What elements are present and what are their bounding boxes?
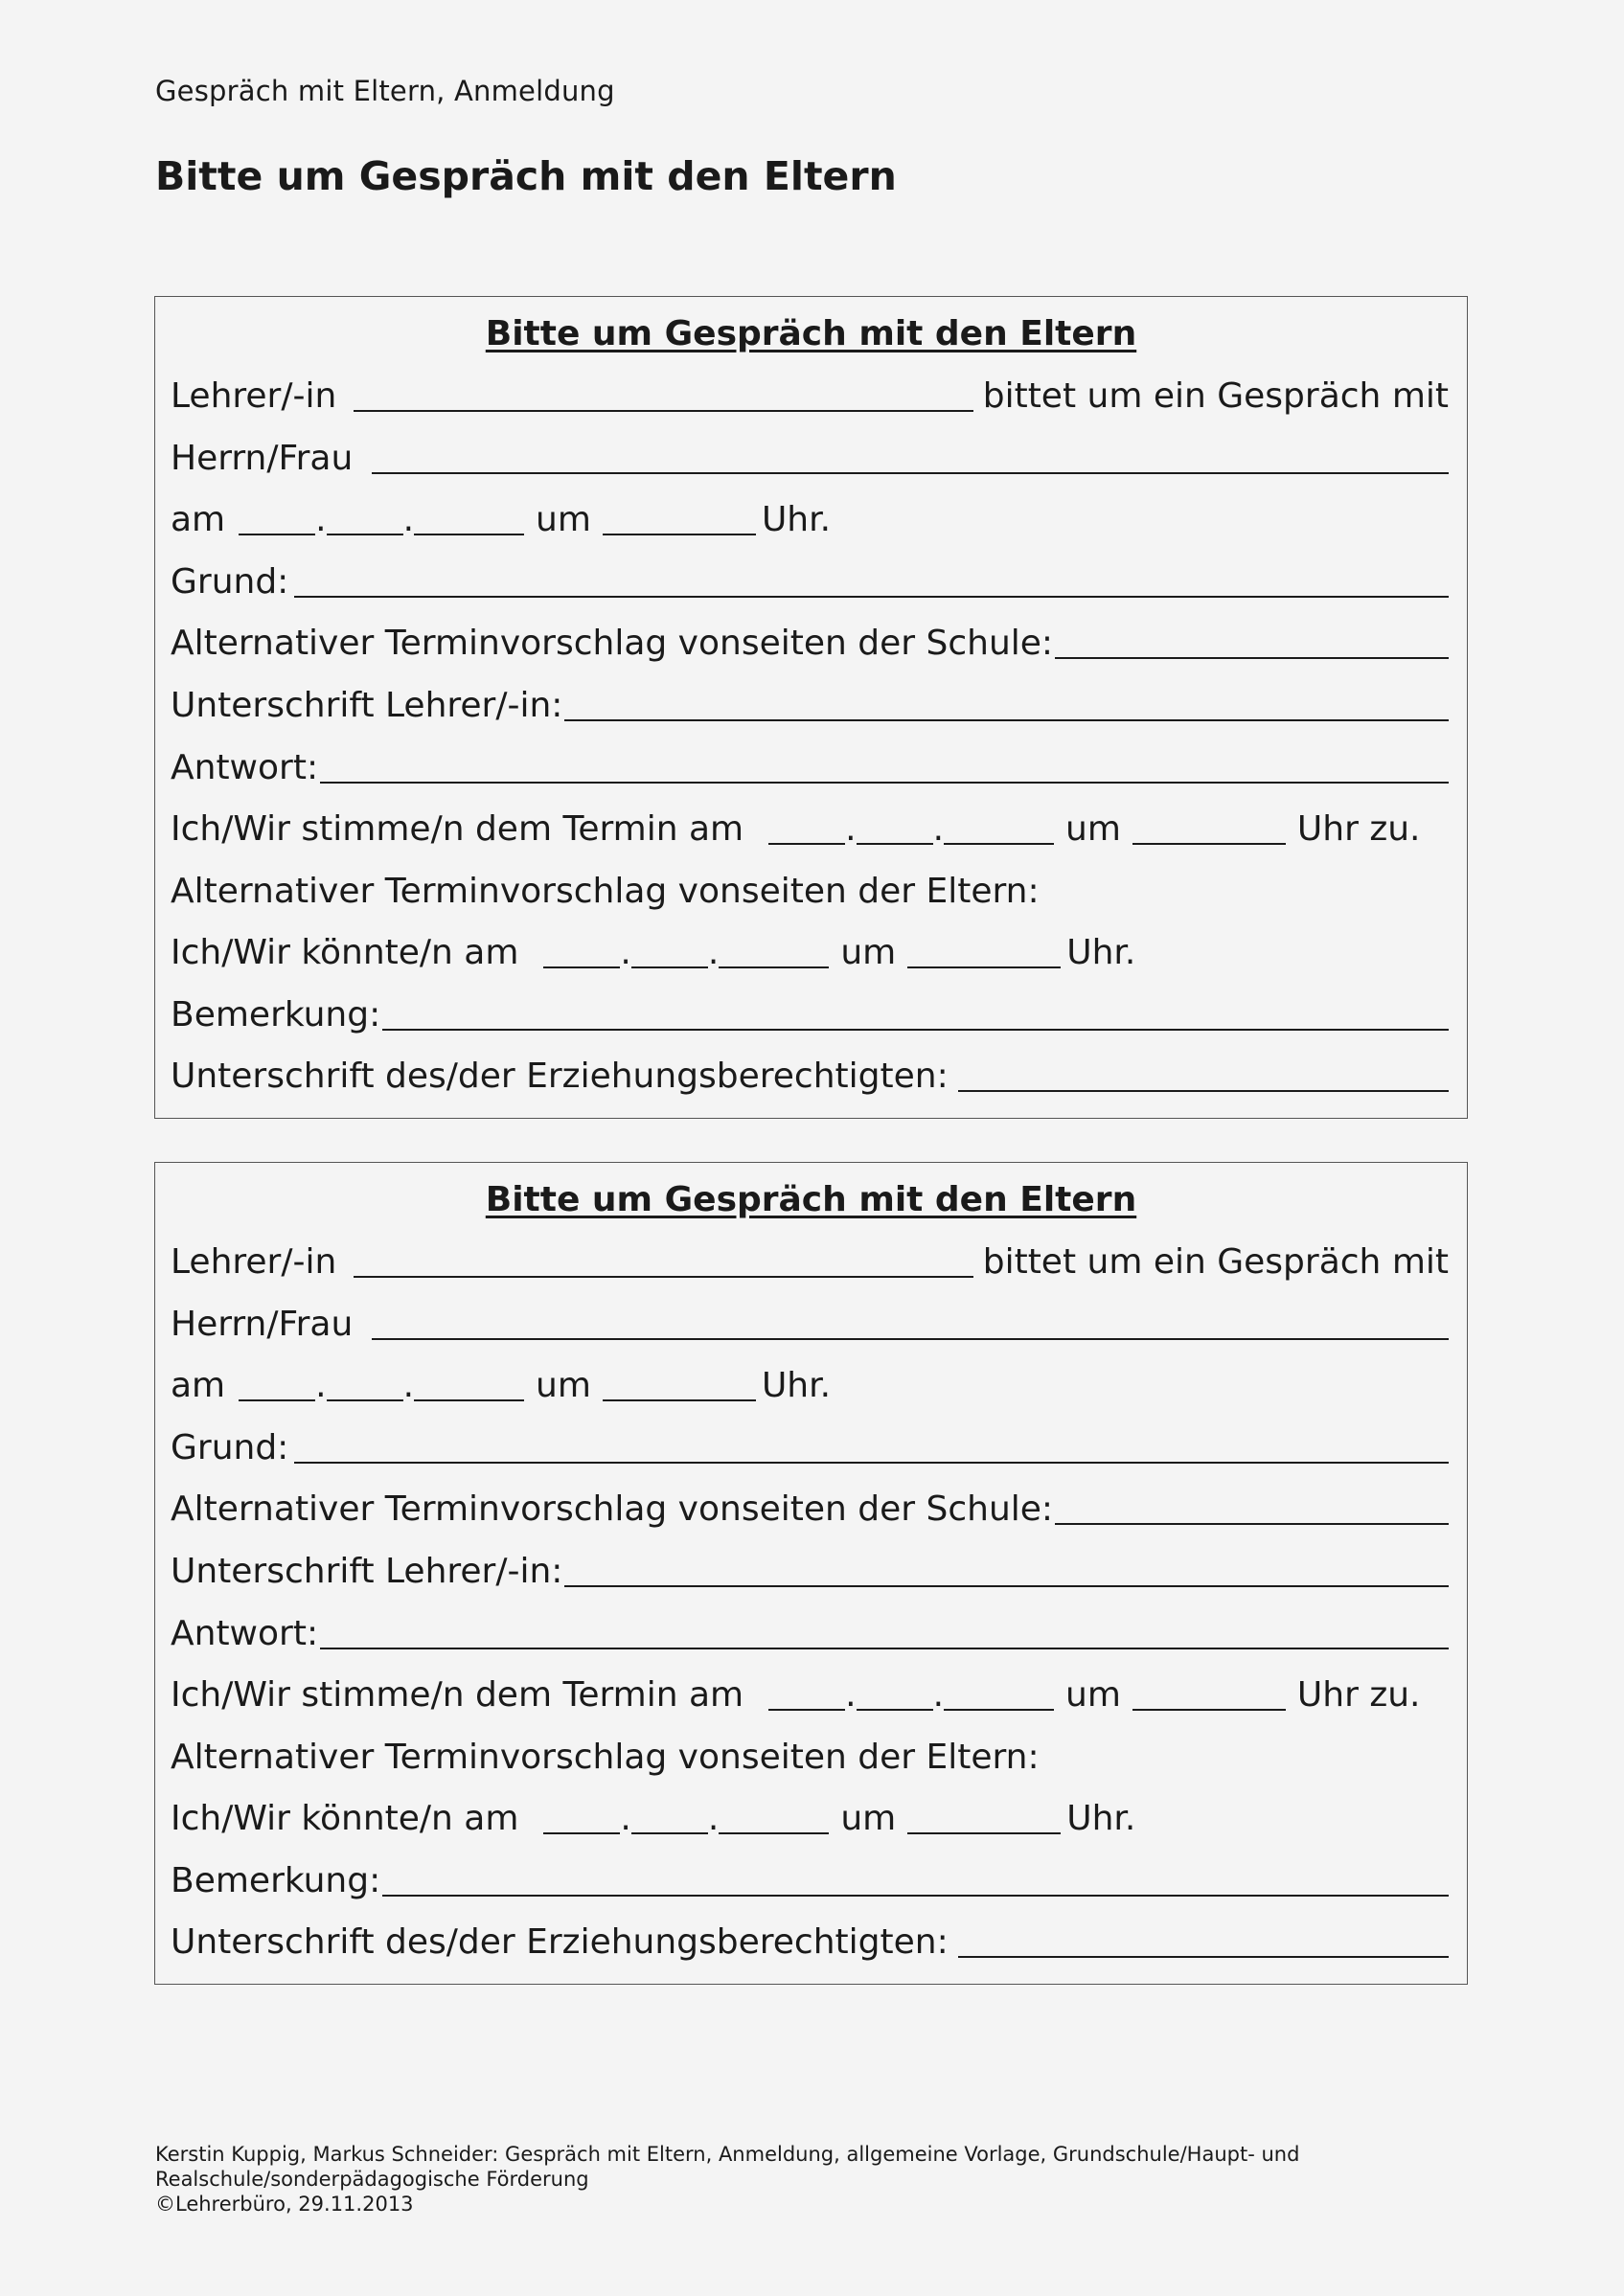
date-month-field[interactable] <box>631 928 708 968</box>
um-label: um <box>1065 1675 1121 1715</box>
document-footer <box>155 2142 1305 2216</box>
alt-schule-field[interactable] <box>1055 619 1449 659</box>
antwort-label: Antwort: <box>171 748 319 787</box>
bemerkung-label: Bemerkung: <box>171 995 381 1034</box>
date-day-field[interactable] <box>768 805 845 845</box>
date-year-field[interactable] <box>719 1794 829 1834</box>
um-label: um <box>536 1366 591 1405</box>
date-separator: . <box>932 809 945 849</box>
date-separator: . <box>315 500 327 539</box>
document-title: Bitte um Gespräch mit den Eltern <box>155 153 897 199</box>
alt-eltern-label: Alternativer Terminvorschlag vonseiten der Eltern: <box>171 1738 1040 1777</box>
date-separator: . <box>620 1799 631 1838</box>
date-month-field[interactable] <box>631 1794 708 1834</box>
footer-line-2: Realschule/sonderpädagogische Förderung <box>155 2168 589 2191</box>
grund-label: Grund: <box>171 1428 289 1467</box>
form-title: Bitte um Gespräch mit den Eltern <box>485 314 1137 353</box>
alt-schule-label: Alternativer Terminvorschlag vonseiten der Schule: <box>171 624 1054 663</box>
bemerkung-field[interactable] <box>382 990 1449 1031</box>
koennte-label: Ich/Wir könnte/n am <box>171 1799 519 1838</box>
date-day-field[interactable] <box>768 1671 845 1711</box>
grund-field[interactable] <box>294 557 1449 598</box>
antwort-label: Antwort: <box>171 1614 319 1653</box>
time-field[interactable] <box>907 1794 1061 1834</box>
bittet-text: bittet um ein Gespräch mit <box>982 1242 1449 1282</box>
request-form-2 <box>154 1162 1468 1985</box>
unterschrift-erz-field[interactable] <box>958 1918 1449 1958</box>
unterschrift-lehrer-field[interactable] <box>564 681 1449 721</box>
um-label: um <box>840 933 897 972</box>
date-month-field[interactable] <box>857 1671 933 1711</box>
date-month-field[interactable] <box>327 495 403 535</box>
uhr-label: Uhr. <box>761 500 832 539</box>
request-form-1 <box>154 296 1468 1119</box>
herr-frau-label: Herrn/Frau <box>171 439 354 478</box>
time-field[interactable] <box>603 1361 756 1401</box>
stimme-label: Ich/Wir stimme/n dem Termin am <box>171 1675 744 1715</box>
date-year-field[interactable] <box>944 1671 1054 1711</box>
footer-line-1: Kerstin Kuppig, Markus Schneider: Gespräch mit Eltern, Anmeldung, allgemeine Vorlage, Grundschule/Haupt- und <box>155 2143 1300 2166</box>
date-day-field[interactable] <box>239 1361 315 1401</box>
koennte-label: Ich/Wir könnte/n am <box>171 933 519 972</box>
date-day-field[interactable] <box>239 495 315 535</box>
time-field[interactable] <box>907 928 1061 968</box>
form-title: Bitte um Gespräch mit den Eltern <box>485 1180 1137 1219</box>
date-month-field[interactable] <box>857 805 933 845</box>
alt-eltern-label: Alternativer Terminvorschlag vonseiten der Eltern: <box>171 872 1040 911</box>
date-year-field[interactable] <box>414 495 524 535</box>
herr-frau-label: Herrn/Frau <box>171 1305 354 1344</box>
date-separator: . <box>402 500 415 539</box>
unterschrift-erz-label: Unterschrift des/der Erziehungsberechtigten: <box>171 1057 949 1096</box>
alt-schule-field[interactable] <box>1055 1485 1449 1525</box>
unterschrift-erz-field[interactable] <box>958 1052 1449 1092</box>
footer-copyright: ©Lehrerbüro, 29.11.2013 <box>155 2193 414 2216</box>
grund-field[interactable] <box>294 1423 1449 1464</box>
herr-frau-field[interactable] <box>372 434 1449 474</box>
lehrer-label: Lehrer/-in <box>171 376 337 416</box>
date-day-field[interactable] <box>543 928 620 968</box>
date-separator: . <box>707 1799 720 1838</box>
time-field[interactable] <box>1132 805 1286 845</box>
stimme-label: Ich/Wir stimme/n dem Termin am <box>171 809 744 849</box>
um-label: um <box>1065 809 1121 849</box>
date-separator: . <box>315 1366 327 1405</box>
unterschrift-lehrer-label: Unterschrift Lehrer/-in: <box>171 686 563 725</box>
bittet-text: bittet um ein Gespräch mit <box>982 376 1449 416</box>
date-day-field[interactable] <box>543 1794 620 1834</box>
um-label: um <box>536 500 591 539</box>
uhr-label: Uhr. <box>1066 1799 1136 1838</box>
date-month-field[interactable] <box>327 1361 403 1401</box>
am-label: am <box>171 500 226 539</box>
uhr-zu-label: Uhr zu. <box>1296 1675 1421 1715</box>
uhr-zu-label: Uhr zu. <box>1296 809 1421 849</box>
date-year-field[interactable] <box>944 805 1054 845</box>
herr-frau-field[interactable] <box>372 1300 1449 1340</box>
lehrer-label: Lehrer/-in <box>171 1242 337 1282</box>
date-separator: . <box>402 1366 415 1405</box>
uhr-label: Uhr. <box>1066 933 1136 972</box>
date-year-field[interactable] <box>414 1361 524 1401</box>
date-separator: . <box>845 1675 857 1715</box>
antwort-field[interactable] <box>320 743 1449 784</box>
document-header: Gespräch mit Eltern, Anmeldung <box>155 75 615 107</box>
unterschrift-erz-label: Unterschrift des/der Erziehungsberechtigten: <box>171 1922 949 1962</box>
date-separator: . <box>932 1675 945 1715</box>
grund-label: Grund: <box>171 562 289 602</box>
date-separator: . <box>707 933 720 972</box>
lehrer-field[interactable] <box>354 1238 972 1278</box>
unterschrift-lehrer-field[interactable] <box>564 1547 1449 1587</box>
alt-schule-label: Alternativer Terminvorschlag vonseiten der Schule: <box>171 1489 1054 1529</box>
uhr-label: Uhr. <box>761 1366 832 1405</box>
date-separator: . <box>620 933 631 972</box>
date-year-field[interactable] <box>719 928 829 968</box>
bemerkung-field[interactable] <box>382 1856 1449 1897</box>
time-field[interactable] <box>603 495 756 535</box>
unterschrift-lehrer-label: Unterschrift Lehrer/-in: <box>171 1552 563 1591</box>
am-label: am <box>171 1366 226 1405</box>
date-separator: . <box>845 809 857 849</box>
lehrer-field[interactable] <box>354 372 972 412</box>
bemerkung-label: Bemerkung: <box>171 1861 381 1900</box>
um-label: um <box>840 1799 897 1838</box>
antwort-field[interactable] <box>320 1609 1449 1649</box>
time-field[interactable] <box>1132 1671 1286 1711</box>
